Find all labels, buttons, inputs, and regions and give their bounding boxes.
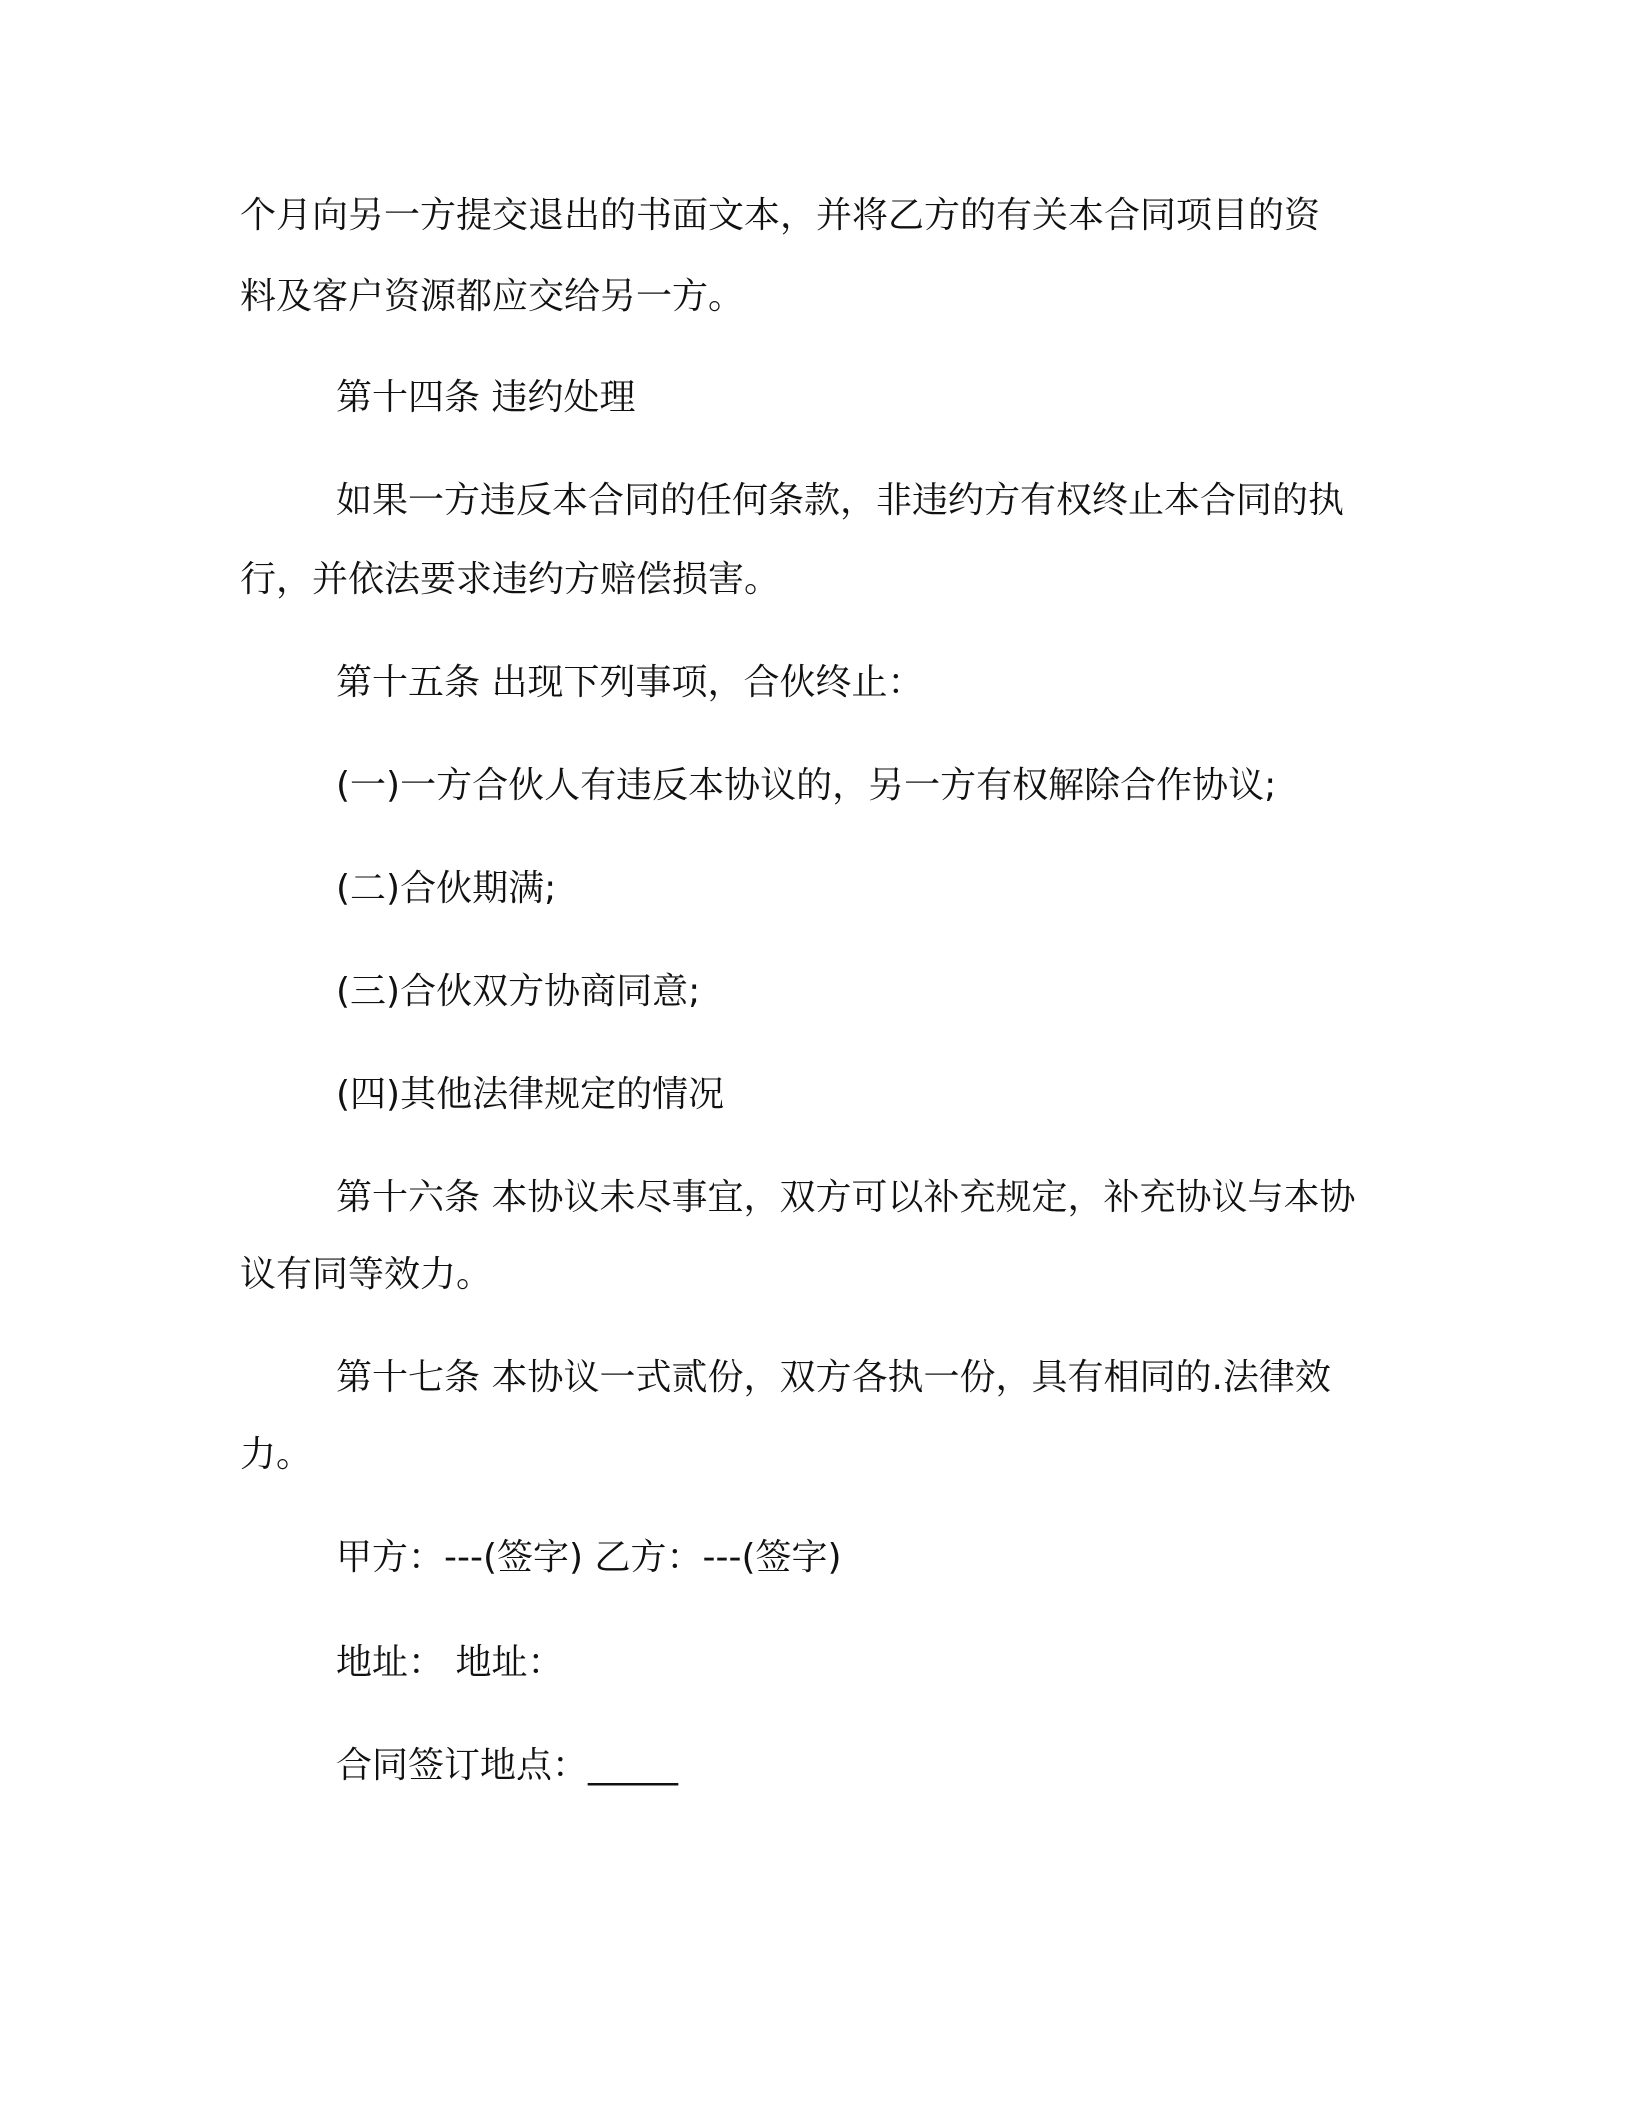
list-item: (三)合伙双方协商同意; [336, 971, 701, 1012]
text-line: 议有同等效力。 [240, 1254, 493, 1295]
list-item: (一)一方合伙人有违反本协议的，另一方有权解除合作协议; [336, 765, 1277, 806]
text-line: 第十六条 本协议未尽事宜，双方可以补充规定，补充协议与本协 [336, 1177, 1356, 1218]
signature-line: 甲方：---(签字) 乙方：---(签字) [336, 1537, 842, 1578]
article-heading: 第十五条 出现下列事项，合伙终止： [336, 662, 924, 703]
address-line: 地址： 地址： [336, 1642, 564, 1683]
signing-location-line: 合同签订地点：_____ [336, 1745, 679, 1786]
text-line: 第十七条 本协议一式贰份，双方各执一份，具有相同的.法律效 [336, 1357, 1331, 1398]
text-line: 行，并依法要求违约方赔偿损害。 [240, 559, 781, 600]
list-item: (二)合伙期满; [336, 868, 557, 909]
article-heading: 第十四条 违约处理 [336, 377, 636, 418]
text-line: 料及客户资源都应交给另一方。 [240, 276, 745, 317]
list-item: (四)其他法律规定的情况 [336, 1074, 725, 1115]
text-line: 如果一方违反本合同的任何条款，非违约方有权终止本合同的执 [336, 480, 1345, 521]
text-line: 个月向另一方提交退出的书面文本，并将乙方的有关本合同项目的资 [240, 195, 1321, 236]
text-line: 力。 [240, 1434, 313, 1475]
